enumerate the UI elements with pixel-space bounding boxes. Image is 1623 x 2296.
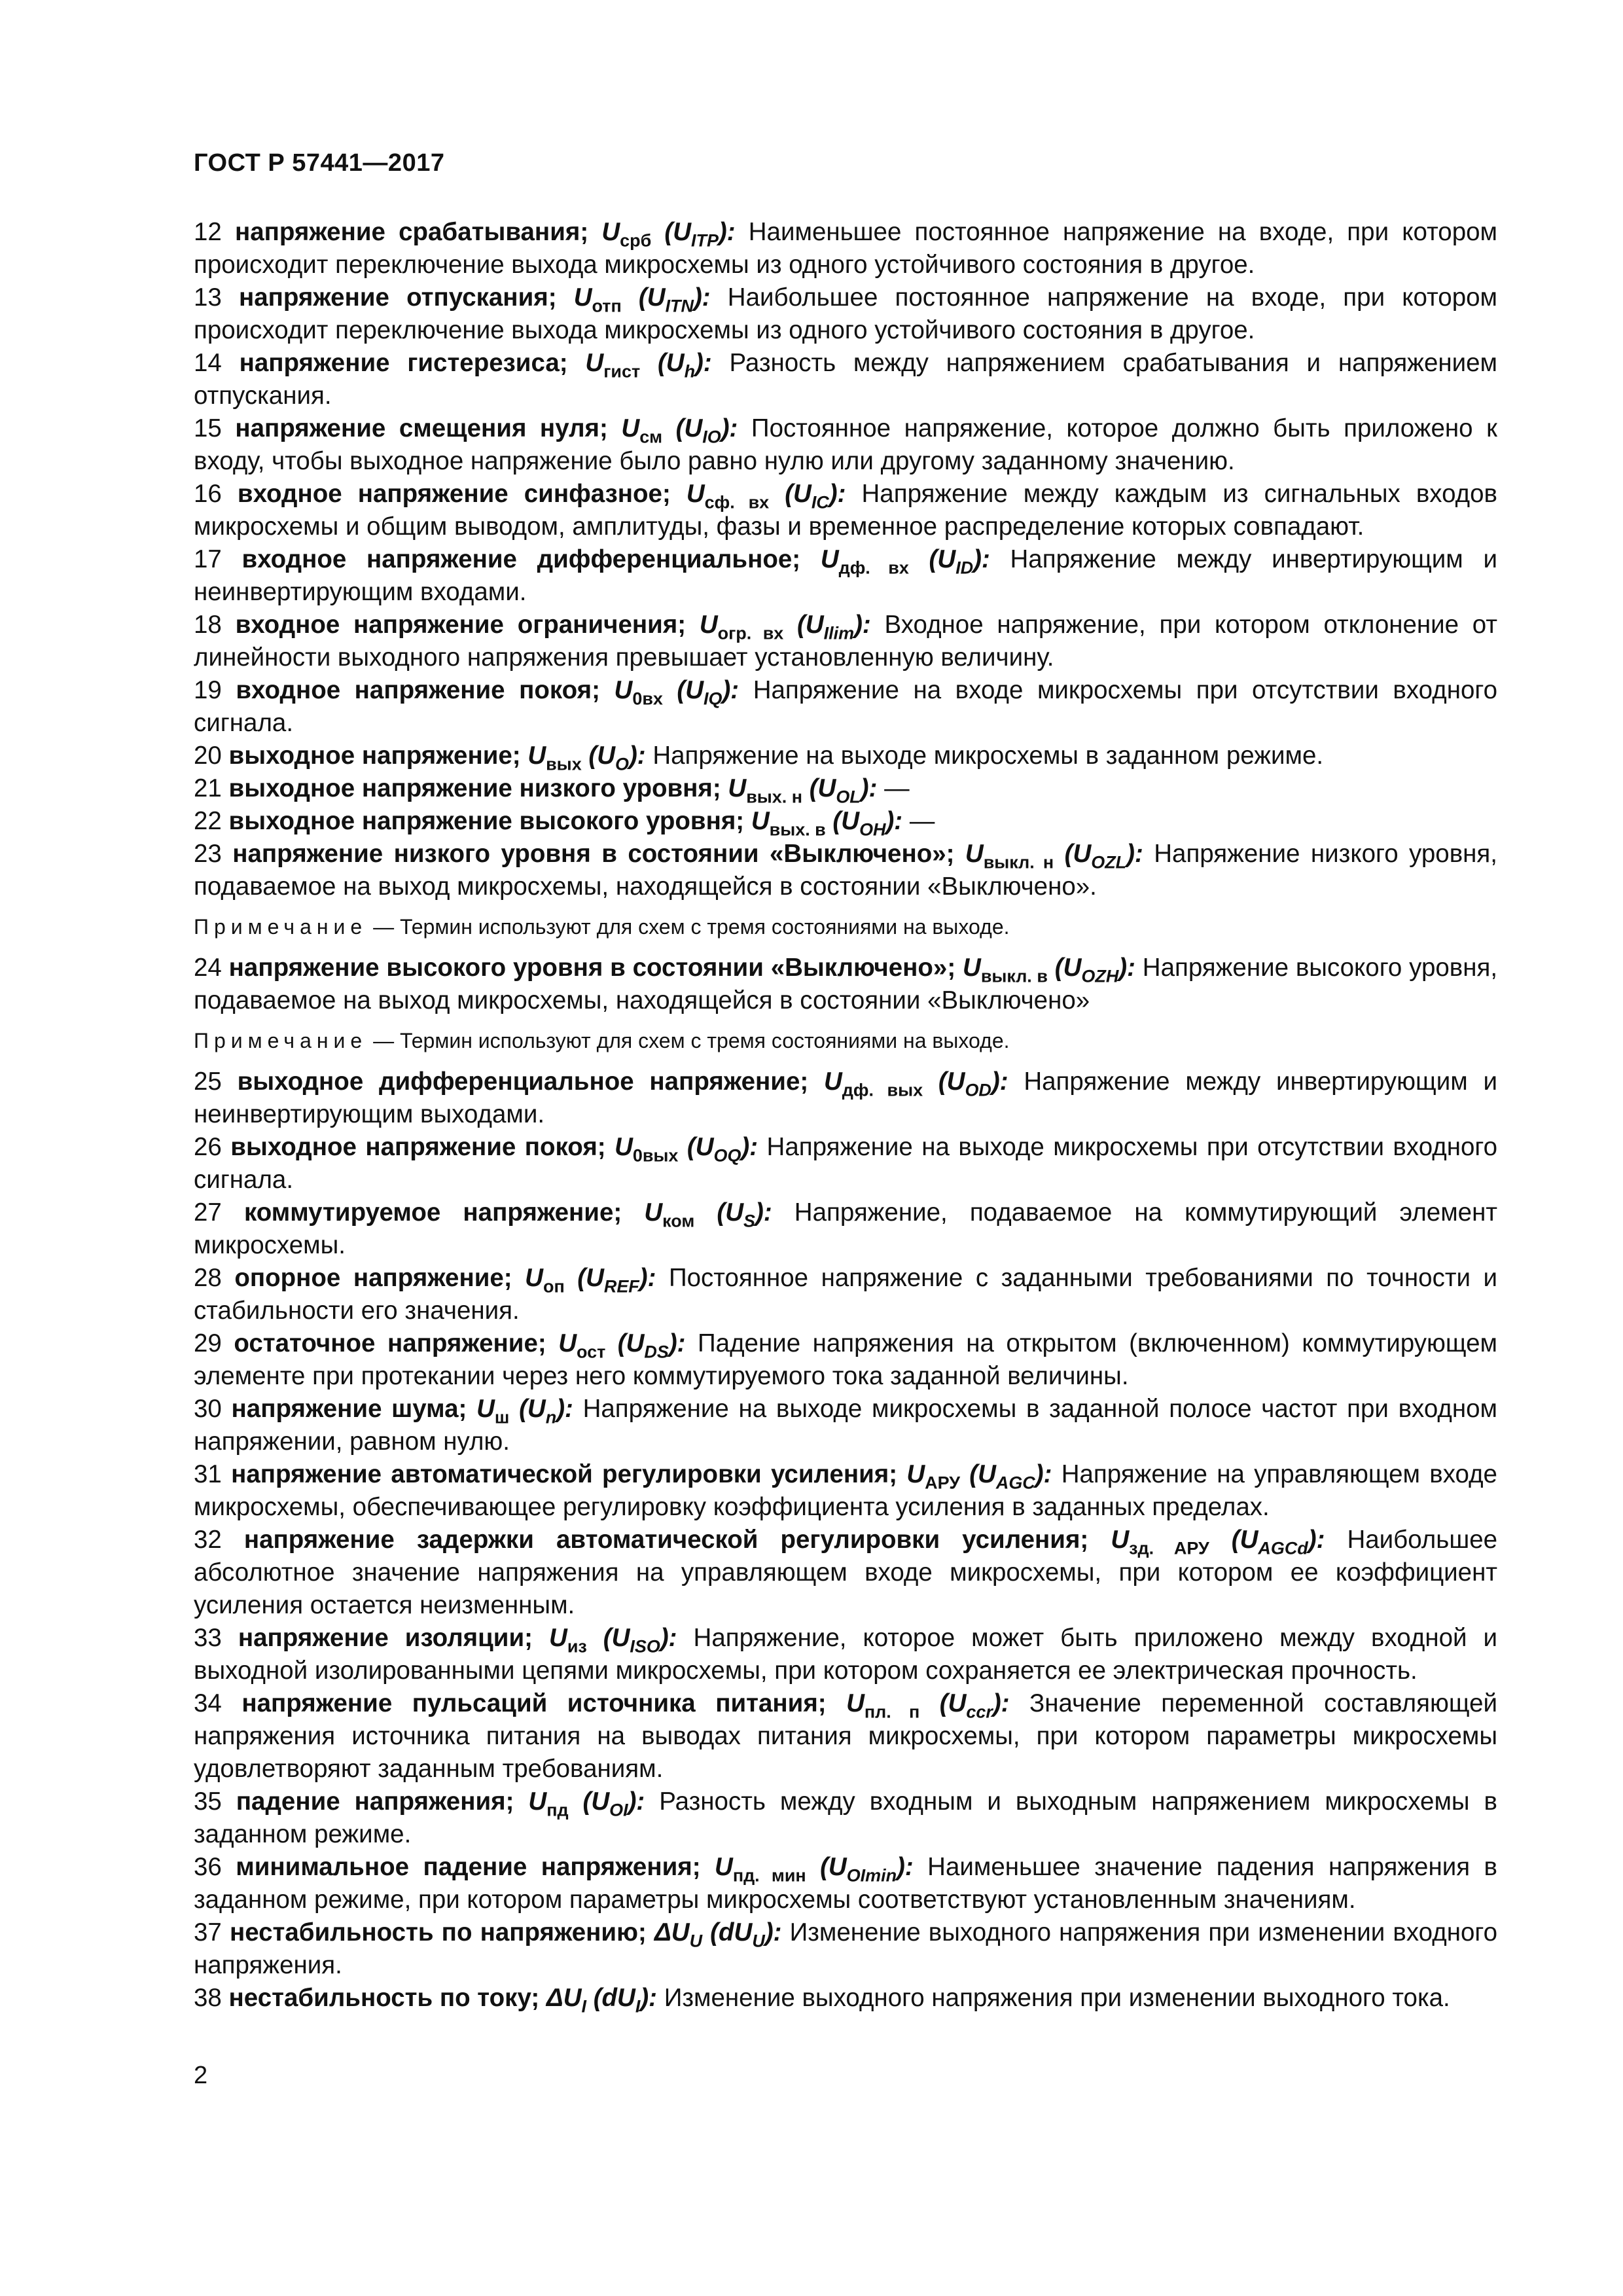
term-name: остаточное напряжение; (234, 1329, 546, 1357)
term-definition: Постоянное напряжение с заданными требованиями по точности и стабильности его значения. (194, 1264, 1497, 1325)
term-name: напряжение шума; (231, 1395, 467, 1423)
term-symbol: $U_ш$ $(U_n)$: (476, 1395, 573, 1427)
term-name: нестабильность по напряжению; (229, 1918, 647, 1946)
term-definition: Наибольшее постоянное напряжение на входе, при котором происходит переключение выхода микросхемы из одного устойчивого состояния в другое. (194, 283, 1497, 344)
term-entry (194, 1066, 1497, 1131)
term-number: 36 (194, 1853, 222, 1881)
term-definition: Наименьшее значение падения напряжения в заданном режиме, при котором параметры микросхемы соответствуют установленным значениям. (194, 1853, 1497, 1914)
term-name: выходное напряжение низкого уровня; (228, 774, 721, 802)
note-label: Примечание (194, 1029, 368, 1052)
term-symbol: $U_{зд. АРУ}$ $(U_{AGCd})$: (1111, 1526, 1325, 1558)
term-entry (194, 1458, 1497, 1524)
term-symbol: $U_{выкл. в}$ $(U_{OZH})$: (963, 954, 1135, 986)
term-definition: — (884, 774, 910, 802)
term-entry (194, 347, 1497, 412)
note-text: — Термин используют для схем с тремя состояниями на выходе. (367, 1029, 1010, 1052)
term-number: 27 (194, 1198, 222, 1227)
term-definition: Значение переменной составляющей напряжения источника питания на выводах питания микросхемы, при котором параметры микросхемы удовлетворяют заданным требованиям. (194, 1689, 1497, 1783)
term-symbol: $U_{ост}$ $(U_{DS})$: (558, 1329, 686, 1362)
term-number: 34 (194, 1689, 222, 1717)
term-name: опорное напряжение; (234, 1264, 512, 1292)
term-number: 33 (194, 1624, 222, 1652)
note (194, 912, 1497, 941)
term-definition: Напряжение на выходе микросхемы в заданной полосе частот при входном напряжении, равном нулю. (194, 1395, 1498, 1456)
term-symbol: $U_{оп}$ $(U_{REF})$: (525, 1264, 656, 1297)
term-entry (194, 1622, 1497, 1687)
term-number: 22 (194, 807, 222, 835)
term-definition: Напряжение между каждым из сигнальных входов микросхемы и общим выводом, амплитуды, фазы и временное распределение которых совпадают. (194, 480, 1497, 541)
term-name: входное напряжение покоя; (236, 676, 600, 704)
term-name: напряжение автоматической регулировки усиления; (231, 1460, 898, 1488)
term-symbol: $U_{пл. п}$ $(U_{ccr})$: (846, 1689, 1010, 1722)
term-entry (194, 1327, 1497, 1393)
page-number: 2 (194, 2062, 208, 2089)
term-name: напряжение пульсаций источника питания; (241, 1689, 827, 1717)
term-name: минимальное падение напряжения; (236, 1853, 701, 1881)
term-name: напряжение смещения нуля; (235, 414, 608, 442)
term-number: 21 (194, 774, 222, 802)
term-entry (194, 1524, 1497, 1622)
term-number: 29 (194, 1329, 222, 1357)
term-number: 14 (194, 349, 222, 377)
note-text: — Термин используют для схем с тремя состояниями на выходе. (367, 915, 1010, 939)
term-number: 37 (194, 1918, 222, 1946)
term-number: 20 (194, 742, 222, 770)
term-entry (194, 952, 1497, 1017)
term-definition: Напряжение на выходе микросхемы в заданном режиме. (652, 742, 1324, 770)
term-definition: Падение напряжения на открытом (включенном) коммутирующем элементе при протекании через него коммутируемого тока заданной величины. (194, 1329, 1498, 1390)
term-symbol: $U_{АРУ}$ $(U_{AGC})$: (906, 1460, 1052, 1493)
term-definition: Напряжение на входе микросхемы при отсутствии входного сигнала. (194, 676, 1497, 737)
term-number: 30 (194, 1395, 222, 1423)
term-symbol: $U_{отп}$ $(U_{ITN})$: (573, 283, 711, 316)
term-symbol: $U_{0вх}$ $(U_{IQ})$: (614, 676, 740, 709)
term-name: напряжение срабатывания; (235, 218, 589, 246)
term-symbol: $U_{огр. вх}$ $(U_{Ilim})$: (699, 611, 871, 643)
term-symbol: $U_{вых. н}$ $(U_{OL})$: (728, 774, 878, 807)
term-definition: — (909, 807, 935, 835)
term-number: 18 (194, 611, 222, 639)
term-definition: Напряжение высокого уровня, подаваемое на выход микросхемы, находящейся в состоянии «Выключено» (194, 954, 1498, 1014)
term-entry (194, 1687, 1497, 1785)
term-entry (194, 281, 1497, 347)
term-symbol: $U_{ком}$ $(U_S)$: (644, 1198, 772, 1231)
term-definition: Разность между входным и выходным напряжением микросхемы в заданном режиме. (194, 1787, 1497, 1848)
term-entry (194, 674, 1497, 740)
term-name: напряжение гистерезиса; (239, 349, 568, 377)
term-name: коммутируемое напряжение; (243, 1198, 622, 1227)
term-number: 16 (194, 480, 222, 508)
term-number: 24 (194, 954, 222, 982)
term-entry (194, 1851, 1497, 1916)
term-definition: Наибольшее абсолютное значение напряжения на управляющем входе микросхемы, при котором ее коэффициент усиления остается неизменным. (194, 1526, 1498, 1619)
term-symbol: $U_{гист}$ $(U_h)$: (585, 349, 712, 382)
term-symbol: $U_{сф. вх}$ $(U_{IC})$: (686, 480, 846, 512)
term-number: 26 (194, 1133, 222, 1161)
term-definition: Изменение выходного напряжения при изменении входного напряжения. (194, 1918, 1497, 1979)
term-entry (194, 1982, 1497, 2015)
term-symbol: $U_{вых}$ $(U_O)$: (527, 742, 646, 774)
term-definition: Входное напряжение, при котором отклонение от линейности выходного напряжения превышает установленную величину. (194, 611, 1498, 672)
term-entry (194, 478, 1497, 543)
term-entry (194, 1785, 1497, 1851)
term-number: 28 (194, 1264, 222, 1292)
note (194, 1026, 1497, 1055)
term-symbol: $U_{выкл. н}$ $(U_{OZL})$: (965, 840, 1143, 872)
term-symbol: $U_{вых. в}$ $(U_{OH})$: (751, 807, 903, 840)
term-definition: Постоянное напряжение, которое должно быть приложено к входу, чтобы выходное напряжение было равно нулю или другому заданному значению. (194, 414, 1497, 475)
term-symbol: $U_{0вых}$ $(U_{OQ})$: (615, 1133, 758, 1166)
term-name: нестабильность по току; (228, 1984, 540, 2012)
term-entry (194, 1393, 1497, 1458)
term-definition: Напряжение на управляющем входе микросхемы, обеспечивающее регулировку коэффициента усиления в заданных пределах. (194, 1460, 1497, 1521)
term-symbol: $U_{из}$ $(U_{ISO})$: (549, 1624, 677, 1657)
term-name: входное напряжение синфазное; (237, 480, 671, 508)
term-entry (194, 772, 1497, 805)
term-entry (194, 1131, 1497, 1196)
term-name: напряжение высокого уровня в состоянии «Выключено»; (228, 954, 956, 982)
term-definition: Напряжение, которое может быть приложено между входной и выходной изолированными цепями микросхемы, при котором сохраняется ее электрическая прочность. (194, 1624, 1498, 1685)
term-entry (194, 838, 1497, 903)
term-definition: Наименьшее постоянное напряжение на входе, при котором происходит переключение выхода микросхемы из одного устойчивого состояния в другое. (194, 218, 1497, 279)
term-symbol: $U_{см}$ $(U_{IO})$: (621, 414, 738, 447)
term-number: 13 (194, 283, 222, 312)
term-symbol: $\Delta U_U$ $(dU_U)$: (654, 1918, 782, 1951)
term-number: 25 (194, 1067, 222, 1096)
term-number: 35 (194, 1787, 222, 1816)
term-definition: Напряжение на выходе микросхемы при отсутствии входного сигнала. (194, 1133, 1498, 1194)
term-definition: Напряжение, подаваемое на коммутирующий элемент микросхемы. (194, 1198, 1497, 1259)
term-entry (194, 1916, 1497, 1982)
term-number: 23 (194, 840, 222, 868)
term-entry (194, 740, 1497, 772)
term-name: выходное напряжение покоя; (230, 1133, 606, 1161)
term-number: 17 (194, 545, 222, 573)
term-name: напряжение изоляции; (238, 1624, 533, 1652)
term-name: падение напряжения; (236, 1787, 514, 1816)
note-label: Примечание (194, 915, 368, 939)
term-symbol: $U_{пд}$ $(U_{OI})$: (528, 1787, 645, 1820)
term-symbol: $U_{срб}$ $(U_{ITP})$: (601, 218, 736, 251)
term-number: 15 (194, 414, 222, 442)
term-name: напряжение задержки автоматической регулировки усиления; (243, 1526, 1089, 1554)
terms-list (194, 216, 1497, 2015)
term-name: входное напряжение дифференциальное; (241, 545, 801, 573)
term-entry (194, 609, 1497, 674)
term-name: напряжение отпускания; (239, 283, 557, 312)
term-name: напряжение низкого уровня в состоянии «Выключено»; (232, 840, 955, 868)
term-number: 32 (194, 1526, 222, 1554)
term-entry (194, 1196, 1497, 1262)
term-name: выходное напряжение высокого уровня; (228, 807, 745, 835)
term-symbol: $U_{пд. мин}$ $(U_{OImin})$: (715, 1853, 914, 1886)
term-name: выходное напряжение; (228, 742, 521, 770)
term-number: 19 (194, 676, 222, 704)
term-entry (194, 412, 1497, 478)
term-entry (194, 543, 1497, 609)
term-entry (194, 216, 1497, 281)
term-symbol: $U_{дф. вх}$ $(U_{ID})$: (820, 545, 990, 578)
term-definition: Напряжение низкого уровня, подаваемое на выход микросхемы, находящейся в состоянии «Выключено». (194, 840, 1497, 901)
term-definition: Изменение выходного напряжения при изменении выходного тока. (664, 1984, 1450, 2012)
term-name: выходное дифференциальное напряжение; (237, 1067, 809, 1096)
term-entry (194, 805, 1497, 838)
term-number: 12 (194, 218, 222, 246)
term-definition: Напряжение между инвертирующим и неинвертирующим входами. (194, 545, 1497, 606)
term-symbol: $\Delta U_I$ $(dU_I)$: (546, 1984, 657, 2017)
term-number: 38 (194, 1984, 222, 2012)
term-name: входное напряжение ограничения; (235, 611, 687, 639)
document-header: ГОСТ Р 57441—2017 (194, 149, 445, 177)
term-entry (194, 1262, 1497, 1327)
term-number: 31 (194, 1460, 222, 1488)
term-definition: Разность между напряжением срабатывания и напряжением отпускания. (194, 349, 1497, 410)
term-symbol: $U_{дф. вых}$ $(U_{OD})$: (823, 1067, 1008, 1100)
term-definition: Напряжение между инвертирующим и неинвертирующим выходами. (194, 1067, 1497, 1128)
